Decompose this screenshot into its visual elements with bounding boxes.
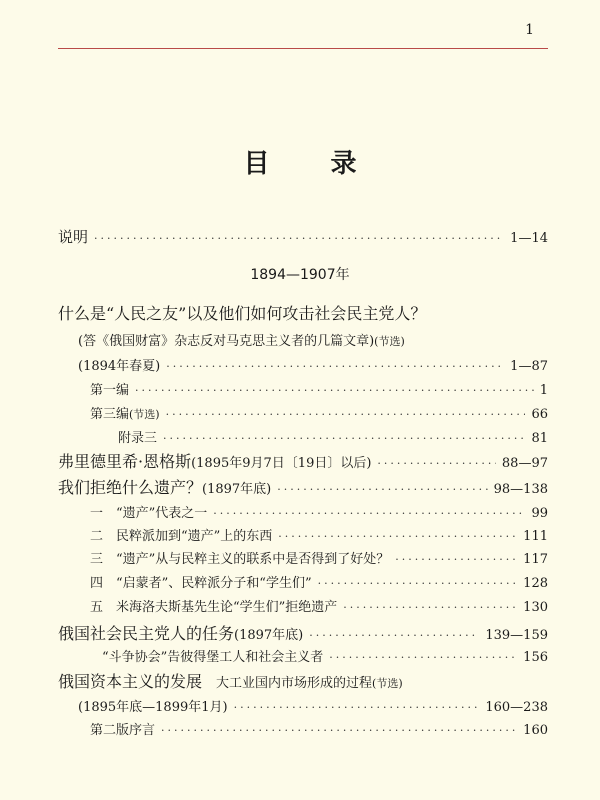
dot-leader	[343, 601, 517, 614]
toc-entry-label: 一 “遗产”代表之一	[90, 506, 208, 521]
toc-entry-heritage-3[interactable]	[90, 548, 548, 567]
toc-entry-subtitle	[78, 330, 548, 349]
toc-entry-label: 我们拒绝什么遗产？(1897年底)	[58, 478, 272, 497]
toc-entry-pages: 88—97	[501, 456, 548, 471]
toc-entry-heritage-2[interactable]	[90, 525, 548, 544]
toc-entry-pages: 1	[539, 383, 548, 398]
toc-entry-engels[interactable]	[58, 449, 548, 472]
dot-leader	[395, 553, 517, 566]
period-heading: 1894—1907年	[250, 267, 350, 283]
toc-entry-capitalism-date[interactable]	[78, 696, 548, 715]
toc-entry-explanation[interactable]	[58, 226, 548, 247]
toc-entry-label: 第三编(节选)	[90, 407, 160, 422]
toc-entry-label: 四 “启蒙者”、民粹派分子和“学生们”	[90, 576, 312, 591]
dot-leader	[213, 507, 525, 520]
dot-leader	[161, 724, 517, 737]
toc-entry-label: 五 米海洛夫斯基先生论“学生们”拒绝遗产	[90, 600, 338, 615]
toc-entry-label: 第二版序言	[90, 723, 156, 738]
toc-entry-capitalism[interactable]	[58, 669, 548, 692]
dot-leader	[234, 701, 480, 714]
toc-entry-note: (节选)	[374, 335, 405, 348]
toc-entry-pages: 160	[523, 723, 548, 738]
dot-leader	[278, 530, 517, 543]
dot-leader	[318, 577, 518, 590]
toc-entry-heritage-4[interactable]	[90, 572, 548, 591]
toc-entry-label: 附录三	[118, 431, 158, 446]
toc-entry-second-preface[interactable]	[90, 719, 548, 738]
toc-entry-label: 二 民粹派加到“遗产”上的东西	[90, 529, 273, 544]
toc-entry-pages: 81	[531, 431, 548, 446]
page-title: 目 录	[243, 149, 383, 179]
toc-entry-label: (1894年春夏)	[78, 359, 161, 374]
toc-entry-pages: 139—159	[485, 628, 548, 643]
dot-leader	[166, 408, 526, 421]
toc-entry-pages: 99	[531, 506, 548, 521]
toc-entry-appendix-three[interactable]	[118, 427, 548, 446]
toc-entry-label: “斗争协会”告彼得堡工人和社会主义者	[102, 650, 324, 665]
toc-entry-part-three[interactable]	[90, 403, 548, 422]
toc-entry-pages: 111	[523, 529, 548, 544]
header-rule	[58, 48, 548, 49]
toc-entry-part-one[interactable]	[90, 379, 548, 398]
dot-leader	[135, 384, 534, 397]
toc-entry-heritage-1[interactable]	[90, 502, 548, 521]
dot-leader	[377, 457, 496, 470]
toc-entry-label: 俄国社会民主党人的任务(1897年底)	[58, 624, 304, 643]
dot-leader	[163, 432, 525, 445]
toc-entry-label: 俄国资本主义的发展	[58, 672, 203, 691]
toc-entry-note: 大工业国内市场形成的过程	[216, 676, 373, 691]
dot-leader	[329, 651, 517, 664]
dot-leader	[277, 483, 487, 496]
toc-entry-heritage-5[interactable]	[90, 596, 548, 615]
toc-entry-label: (1895年底—1899年1月)	[78, 700, 228, 715]
toc-entry-label: 第一编	[90, 383, 130, 398]
toc-entry-pages: 156	[523, 650, 548, 665]
toc-entry-pages: 128	[523, 576, 548, 591]
toc-entry-note2: (节选)	[372, 677, 403, 690]
toc-entry-label: 三 “遗产”从与民粹主义的联系中是否得到了好处？	[90, 552, 390, 567]
toc-entry-pages: 160—238	[485, 700, 548, 715]
toc-entry-label: (答《俄国财富》杂志反对马克思主义者的几篇文章)	[78, 334, 375, 349]
toc-entry-date[interactable]	[78, 355, 548, 374]
toc-entry-pages: 1—14	[510, 231, 548, 246]
toc-entry-label: 弗里德里希·恩格斯(1895年9月7日〔19日〕以后)	[58, 452, 372, 471]
toc-entry-pages: 117	[523, 552, 548, 567]
toc-entry-struggle-union[interactable]	[102, 646, 548, 665]
toc-entry-label: 什么是“人民之友”以及他们如何攻击社会民主党人？	[58, 304, 427, 323]
dot-leader	[94, 232, 504, 245]
dot-leader	[166, 360, 504, 373]
toc-entry-tasks[interactable]	[58, 621, 548, 644]
page-number: 1	[525, 22, 534, 38]
toc-entry-pages: 66	[531, 407, 548, 422]
toc-entry-label: 说明	[58, 228, 89, 246]
toc-entry-heritage[interactable]	[58, 475, 548, 498]
toc-entry-pages: 130	[523, 600, 548, 615]
toc-entry-friends-of-people[interactable]	[58, 301, 548, 324]
toc-entry-pages: 1—87	[510, 359, 548, 374]
dot-leader	[309, 629, 479, 642]
toc-entry-pages: 98—138	[493, 482, 548, 497]
